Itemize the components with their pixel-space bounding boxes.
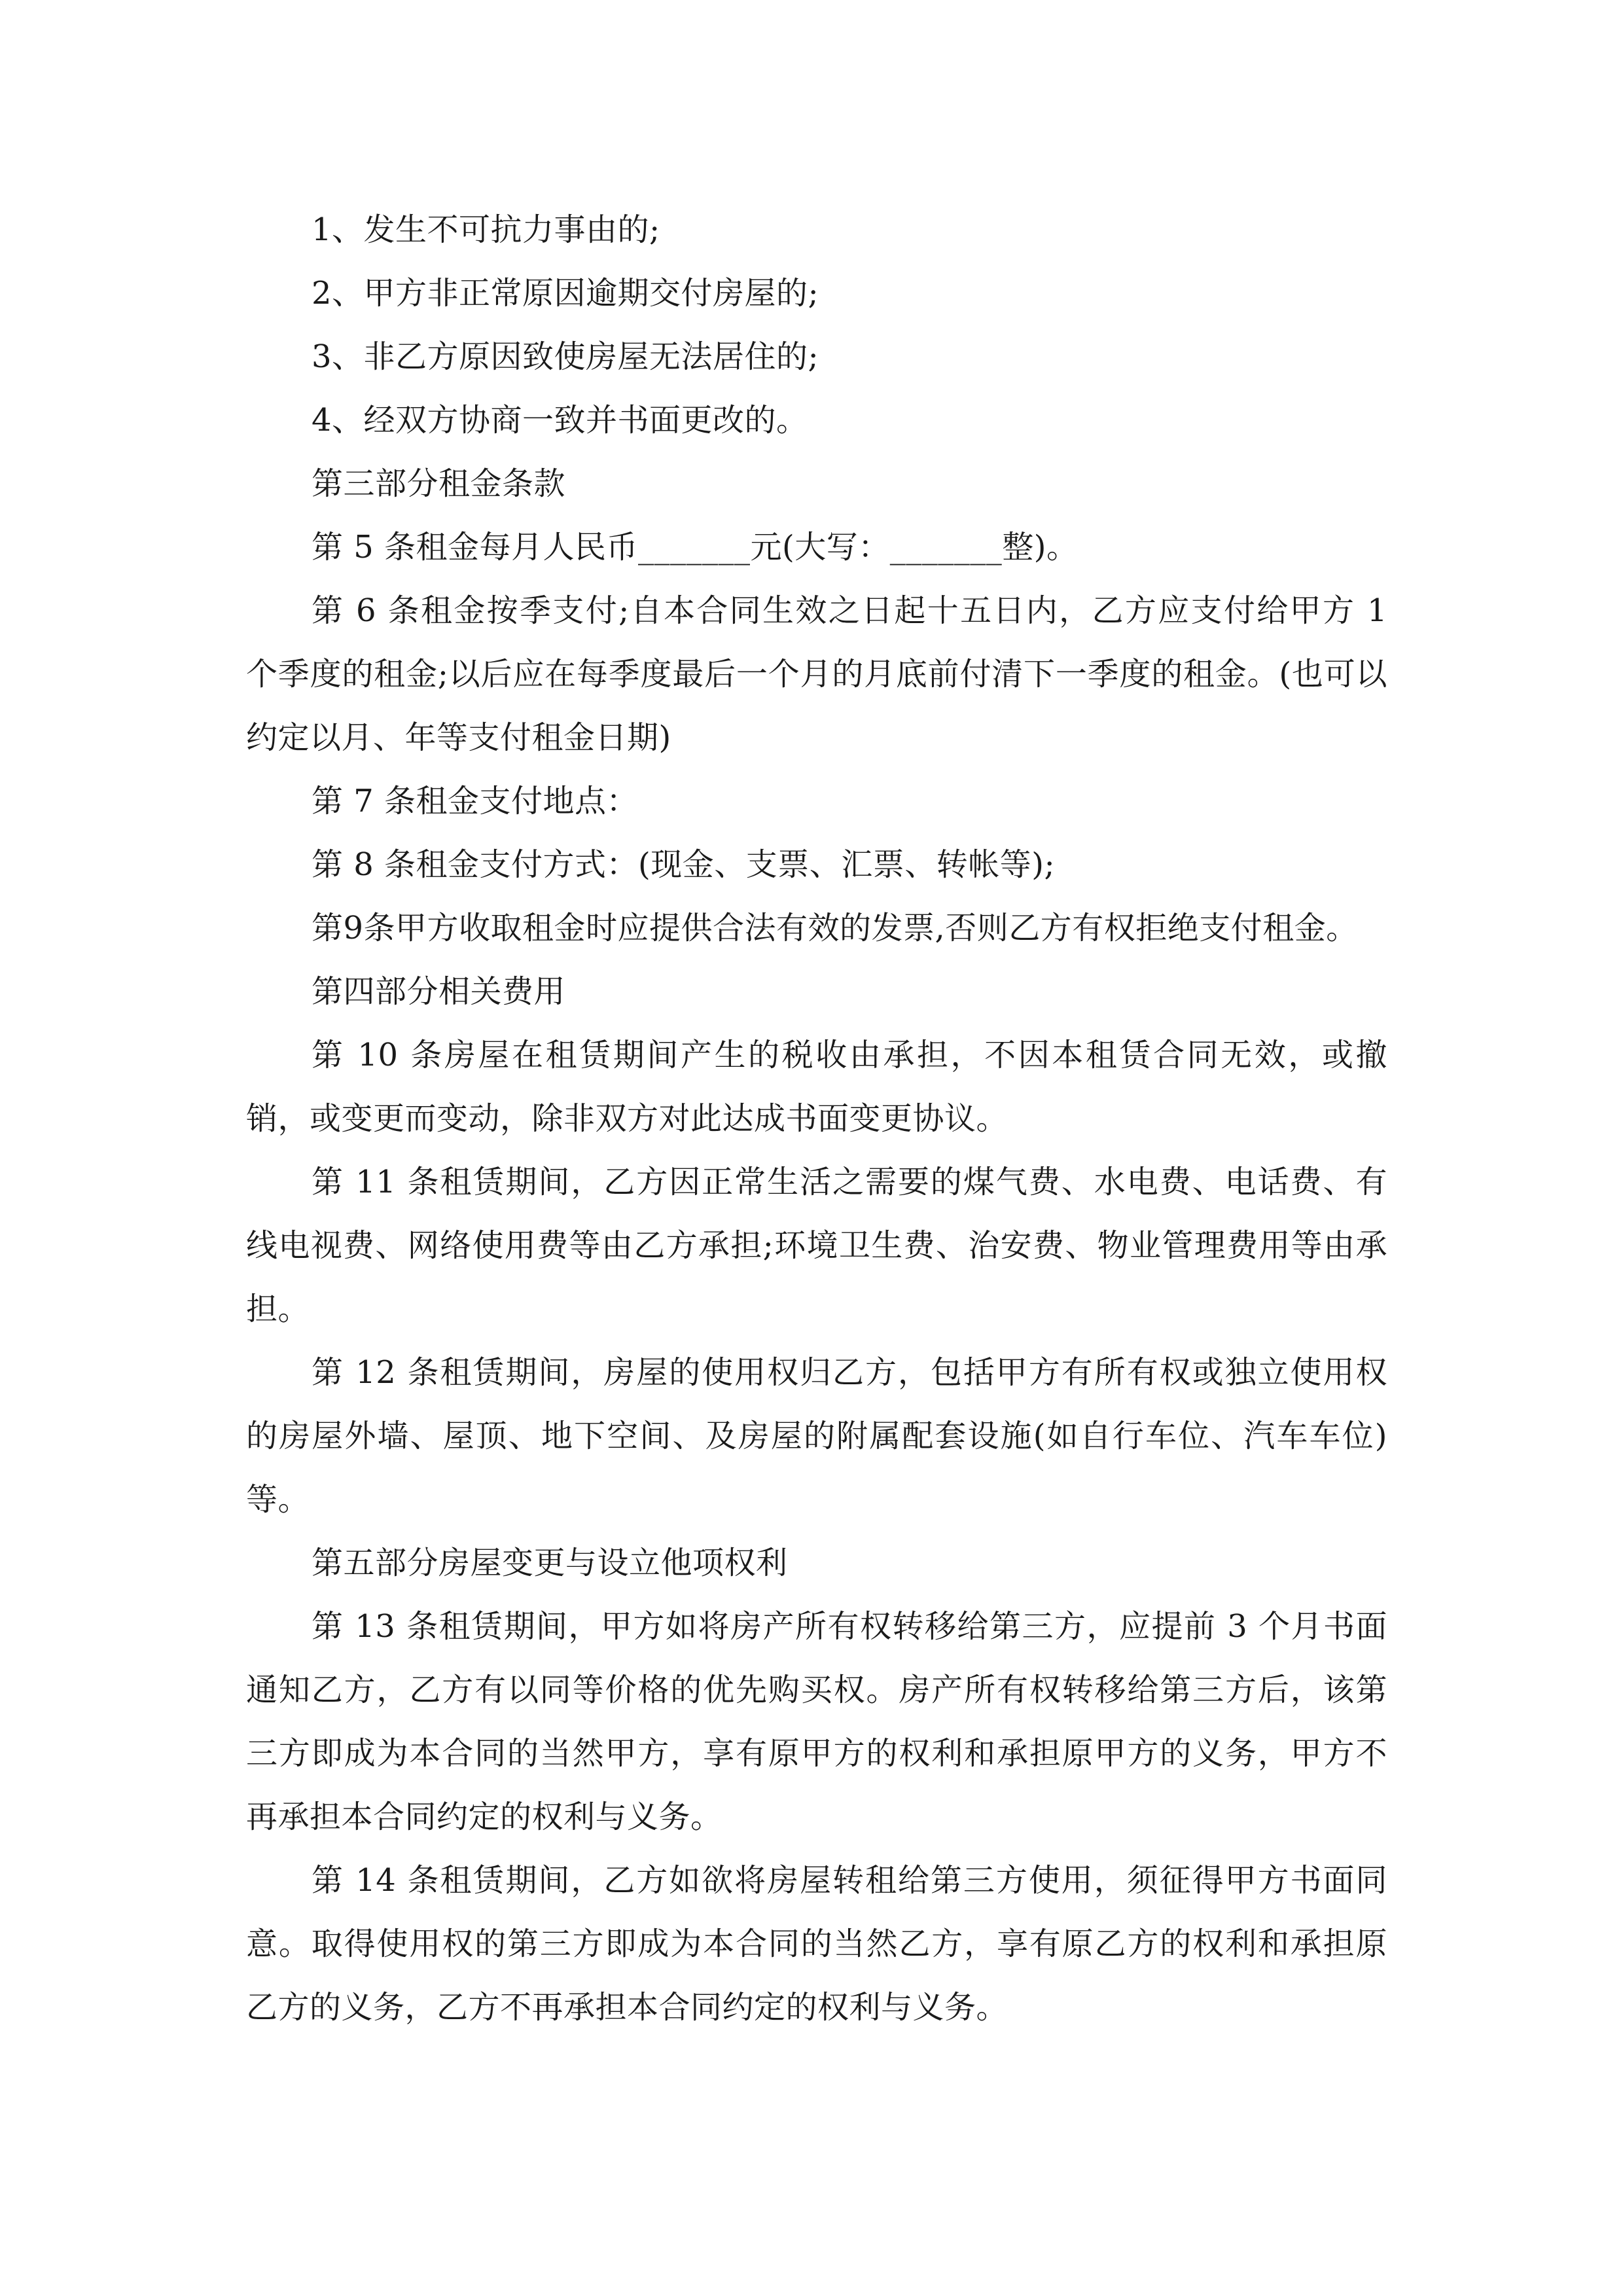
- clause-item-4: 4、经双方协商一致并书面更改的。: [312, 402, 808, 439]
- article-12: 第 12 条租赁期间，房屋的使用权归乙方，包括甲方有所有权或独立使用权的房屋外墙、屋顶、地下空间、及房屋的附属配套设施(如自行车位、汽车车位)等。: [246, 1354, 1387, 1518]
- article-11: 第 11 条租赁期间，乙方因正常生活之需要的煤气费、水电费、电话费、有线电视费、网络使用费等由乙方承担;环境卫生费、治安费、物业管理费用等由承担。: [246, 1164, 1387, 1327]
- document-body: [246, 198, 1387, 2039]
- article-10: 第 10 条房屋在租赁期间产生的税收由承担，不因本租赁合同无效，或撤销，或变更而变动，除非双方对此达成书面变更协议。: [246, 1037, 1387, 1137]
- clause-item-2: 2、甲方非正常原因逾期交付房屋的;: [312, 275, 819, 312]
- section-heading-changes: 第五部分房屋变更与设立他项权利: [312, 1545, 788, 1581]
- section-heading-rent: 第三部分租金条款: [312, 465, 566, 502]
- article-9: 第9条甲方收取租金时应提供合法有效的发票,否则乙方有权拒绝支付租金。: [312, 910, 1358, 946]
- section-heading-fees: 第四部分相关费用: [312, 973, 566, 1010]
- article-6: 第 6 条租金按季支付;自本合同生效之日起十五日内，乙方应支付给甲方 1 个季度的租金;以后应在每季度最后一个月的月底前付清下一季度的租金。(也可以约定以月、年等支付租金日期): [246, 592, 1387, 756]
- article-7: 第 7 条租金支付地点：: [312, 783, 639, 819]
- article-5: 第 5 条租金每月人民币_______元(大写：_______整)。: [312, 529, 1079, 565]
- clause-item-1: 1、发生不可抗力事由的;: [312, 211, 660, 248]
- article-8: 第 8 条租金支付方式：(现金、支票、汇票、转帐等);: [312, 846, 1056, 883]
- article-13: 第 13 条租赁期间，甲方如将房产所有权转移给第三方，应提前 3 个月书面通知乙方，乙方有以同等价格的优先购买权。房产所有权转移给第三方后，该第三方即成为本合同的当然甲方，享有原甲方的权利和承担原甲方的义务，甲方不再承担本合同约定的权利与义务。: [246, 1608, 1387, 1835]
- article-14: 第 14 条租赁期间，乙方如欲将房屋转租给第三方使用，须征得甲方书面同意。取得使用权的第三方即成为本合同的当然乙方，享有原乙方的权利和承担原乙方的义务，乙方不再承担本合同约定的权利与义务。: [246, 1862, 1387, 2026]
- clause-item-3: 3、非乙方原因致使房屋无法居住的;: [312, 338, 819, 375]
